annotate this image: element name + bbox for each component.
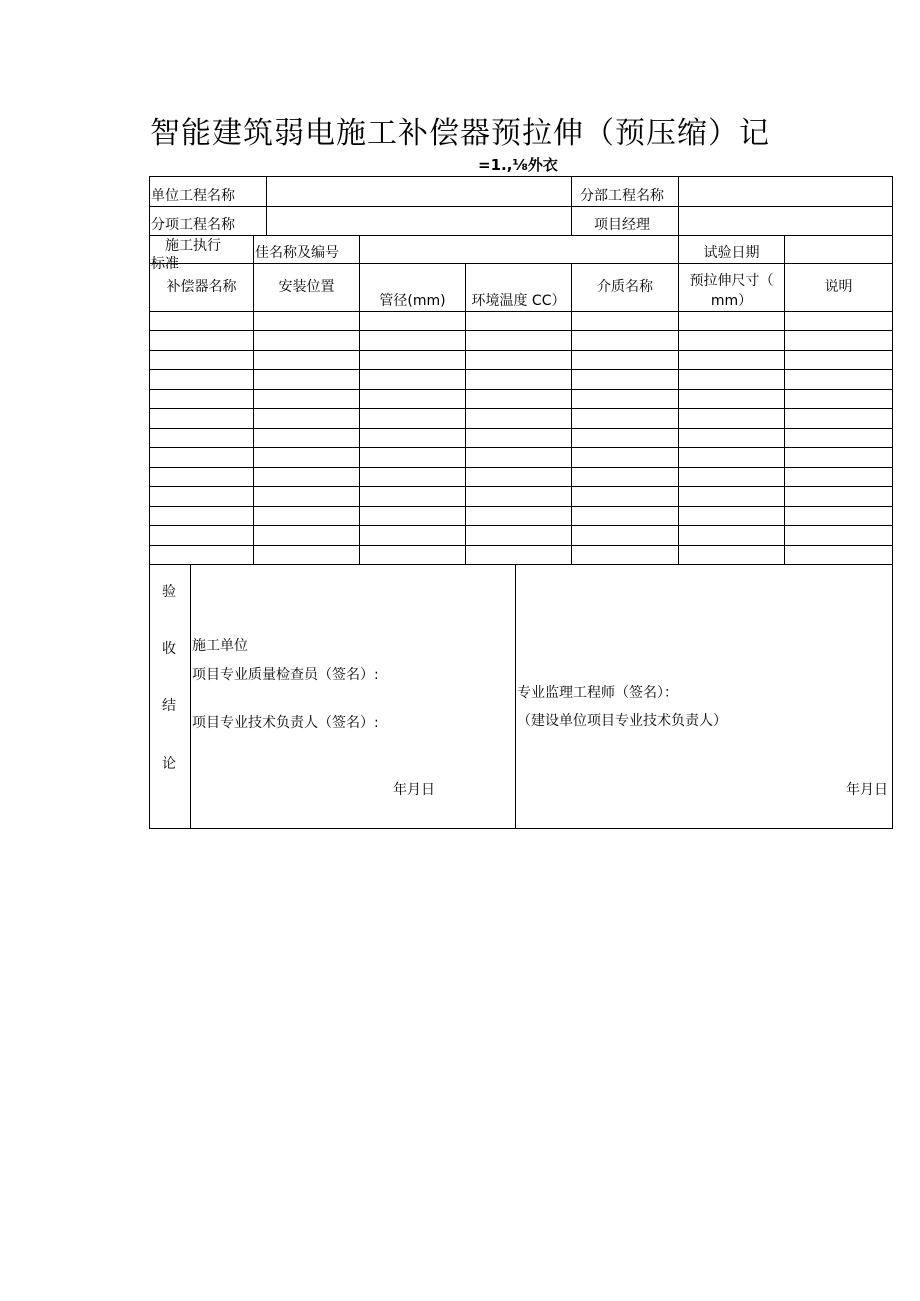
rule-data-6 (149, 428, 893, 429)
standard-name-number-field[interactable] (360, 237, 678, 262)
rule-v-mid (571, 176, 572, 235)
construction-exec-line1: 施工执行 (165, 238, 221, 254)
construction-unit-label: 施工单位 (192, 638, 248, 654)
document-title: 智能建筑弱电施工补偿器预拉伸（预压缩）记 (150, 116, 770, 151)
border-bottom (149, 828, 893, 829)
rule-row2 (149, 235, 893, 236)
col-header-prestretch-unit: mm） (710, 293, 753, 309)
record-form (149, 176, 893, 829)
rule-data-2 (149, 350, 893, 351)
subitem-project-name-field[interactable] (267, 208, 571, 234)
rule-data-4 (149, 389, 893, 390)
rule-v-accept-mid (515, 564, 516, 829)
col-header-remarks: 说明 (824, 279, 853, 295)
rule-data-12 (149, 545, 893, 546)
rule-v-col4 (571, 263, 572, 564)
construction-exec-label (151, 236, 252, 272)
unit-project-name-label: 单位工程名称 (151, 188, 235, 204)
rule-data-7 (149, 447, 893, 448)
division-project-name-label: 分部工程名称 (580, 188, 664, 204)
rule-col-header (149, 311, 893, 312)
col-header-install-location: 安装位置 (278, 279, 335, 295)
border-top (149, 176, 893, 177)
rule-row3 (149, 263, 893, 264)
col-header-compensator-name: 补偿器名称 (166, 279, 237, 295)
col-header-medium-name: 介质名称 (597, 279, 653, 295)
accept-label-char-2: 收 (162, 641, 176, 657)
unit-project-name-field[interactable] (267, 179, 571, 205)
standard-name-number-label: 佳名称及编号 (255, 245, 339, 261)
supervisor-signature: 专业监理工程师（签名）： (517, 685, 678, 701)
construction-exec-line2: 标准 (151, 256, 179, 272)
col-header-ambient-temp: 环境温度 CC） (471, 293, 566, 309)
rule-data-8 (149, 467, 893, 468)
rule-data-9 (149, 486, 893, 487)
accept-label-char-1: 验 (162, 584, 176, 600)
border-left (149, 176, 150, 829)
rule-data-5 (149, 408, 893, 409)
rule-row1 (149, 206, 893, 207)
project-manager-label: 项目经理 (594, 217, 650, 233)
test-date-field[interactable] (785, 237, 891, 262)
division-project-name-field[interactable] (679, 179, 891, 205)
project-manager-field[interactable] (679, 208, 891, 234)
subitem-project-name-label: 分项工程名称 (151, 217, 235, 233)
date-left: 年月日 (393, 782, 435, 798)
rule-data-10 (149, 506, 893, 507)
rule-data-13 (149, 564, 893, 565)
quality-inspector-signature: 项目专业质量检查员（签名）: (192, 667, 379, 683)
rule-data-3 (149, 369, 893, 370)
date-right: 年月日 (846, 782, 888, 798)
rule-v-col2 (359, 235, 360, 564)
border-right (892, 176, 893, 829)
accept-label-char-3: 结 (162, 698, 176, 714)
technical-lead-signature: 项目专业技术负责人（签名）: (192, 715, 379, 731)
col-header-prestretch-size: 预拉伸尺寸（ (689, 273, 774, 289)
rule-data-11 (149, 525, 893, 526)
owner-technical-lead: （建设单位项目专业技术负责人） (517, 713, 727, 729)
test-date-label: 试验日期 (703, 245, 760, 261)
document-subtitle: =1.,⅛外衣 (478, 156, 558, 174)
rule-data-1 (149, 330, 893, 331)
accept-label-char-4: 论 (162, 756, 176, 772)
col-header-pipe-diameter: 管径(mm) (379, 293, 446, 309)
rule-v-accept-label (190, 564, 191, 829)
